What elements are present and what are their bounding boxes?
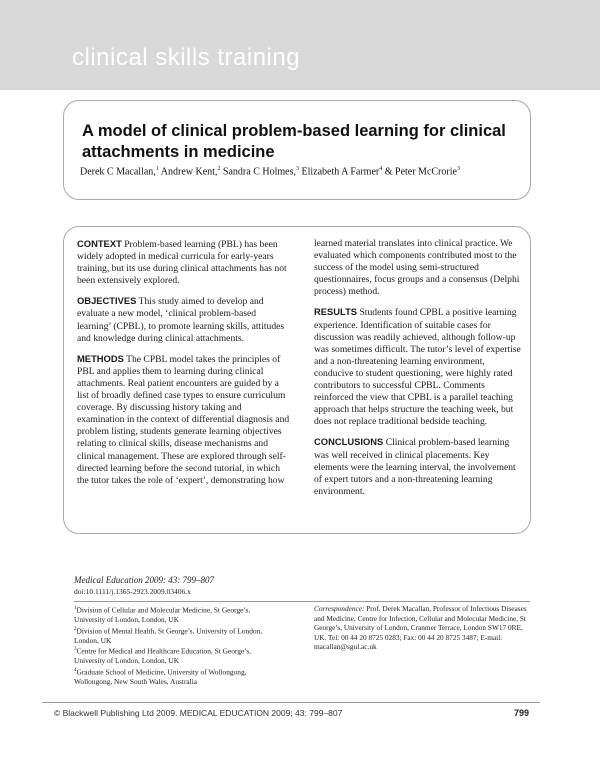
author-affil-sup: 3 xyxy=(295,166,299,172)
abstract-box xyxy=(63,226,531,534)
abstract-right-column xyxy=(314,238,524,506)
author-affil-sup: 1 xyxy=(155,166,159,172)
abstract-objectives: OBJECTIVES This study aimed to develop and evaluate a new model, ‘clinical problem-based learning’ (CPBL), to promote learning skills, attitudes and knowledge during clinical attachments. xyxy=(77,295,285,344)
section-banner xyxy=(0,0,600,90)
affiliation: $^1$Division of Cellular and Molecular Medicine, St George’s, University of London, London, UK xyxy=(74,605,251,625)
affiliations xyxy=(74,604,274,687)
divider xyxy=(74,601,530,602)
author-affil-sup: 4 xyxy=(379,166,383,172)
objectives-heading: OBJECTIVES xyxy=(77,295,137,307)
author-name: Derek C Macallan, xyxy=(80,166,156,178)
doi: doi:10.1111/j.1365-2923.2009.03406.x xyxy=(74,587,191,596)
section-title: clinical skills training xyxy=(72,44,301,71)
article-title: A model of clinical problem-based learning for clinical attachments in medicine xyxy=(82,122,506,161)
author-name: Elizabeth A Farmer xyxy=(301,166,380,178)
page-number: 799 xyxy=(514,708,530,718)
author-name: & Peter McCrorie xyxy=(384,166,457,178)
title-box xyxy=(63,100,531,200)
abstract-context: CONTEXT Problem-based learning (PBL) has been widely adopted in medical curricula for early-years training, but its use during clinical attachments has not been extensively explored. xyxy=(77,238,287,287)
correspondence xyxy=(314,604,532,652)
author-list xyxy=(80,166,460,177)
abstract-results: RESULTS Students found CPBL a positive learning experience. Identification of suitable cases for discussion was readily achieved, although follow-up was sometimes difficult. The tutor’s level of expertise and a non-threatening learning environment, conducive to student questioning, were highly rated contributors to successful CPBL. Comments reinforced the view that CPBL is a parallel teaching approach that helps structure the teaching week, but does not replace traditional bedside teaching. xyxy=(314,306,521,428)
author-affil-sup: 3 xyxy=(456,166,460,172)
context-heading: CONTEXT xyxy=(77,238,122,249)
author-name: Andrew Kent, xyxy=(160,166,218,178)
author-affil-sup: 2 xyxy=(217,166,221,172)
abstract-methods: METHODS The CPBL model takes the principles of PBL and applies them to learning during clinical attachments. Real patient encounters are guided by a list of broadly defined case types to ensure curriculum coverage. By discussing history taking and examination in the context of differential diagnosis and problem listing, students generate learning objectives relating to clinical skills, disease mechanisms and clinical management. These are explored through self-directed learning before the second tutorial, in which the tutor takes the role of ‘expert’, demonstrating how xyxy=(77,352,290,486)
author-name: Sandra C Holmes, xyxy=(222,166,296,178)
correspondence-label: Correspondence: xyxy=(314,604,365,613)
affiliation: $^3$Centre for Medical and Healthcare Education, St George’s, University of London, London, UK xyxy=(74,646,252,666)
correspondence-text: Prof. Derek Macallan, Professor of Infectious Diseases and Medicine, Centre for Infection, Cellular and Molecular Medicine, St George’s, University of London, Cranmer Terrace, London SW17 0RE, UK. Tel: 00 44 20 8725 0283; Fax: 00 44 20 8725 3487; E-mail: macallan@sgul.ac.uk xyxy=(314,604,527,652)
abstract-methods-continued: learned material translates into clinical practice. We evaluated which components contributed most to the success of the model using semi-structured questionnaires, focus groups and a consensus (Delphi process) method. xyxy=(314,238,520,298)
results-heading: RESULTS xyxy=(314,306,358,318)
affiliation: $^4$Graduate School of Medicine, University of Wollongong, Wollongong, New South Wales, Australia xyxy=(74,667,247,687)
abstract-left-column xyxy=(77,238,291,495)
abstract-conclusions: CONCLUSIONS Clinical problem-based learning was well received in clinical placements. Key elements were the learning interval, the involvement of expert tutors and a non-threatening learning environment. xyxy=(314,436,516,497)
copyright-footer: © Blackwell Publishing Ltd 2009. MEDICAL EDUCATION 2009; 43: 799–807 xyxy=(54,708,343,718)
journal-citation: Medical Education 2009: 43: 799–807 xyxy=(74,575,214,585)
conclusions-heading: CONCLUSIONS xyxy=(314,436,384,448)
methods-heading: METHODS xyxy=(77,352,124,364)
footer-divider xyxy=(42,702,540,703)
affiliation: $^2$Division of Mental Health, St George’s, University of London, London, UK xyxy=(74,626,263,645)
